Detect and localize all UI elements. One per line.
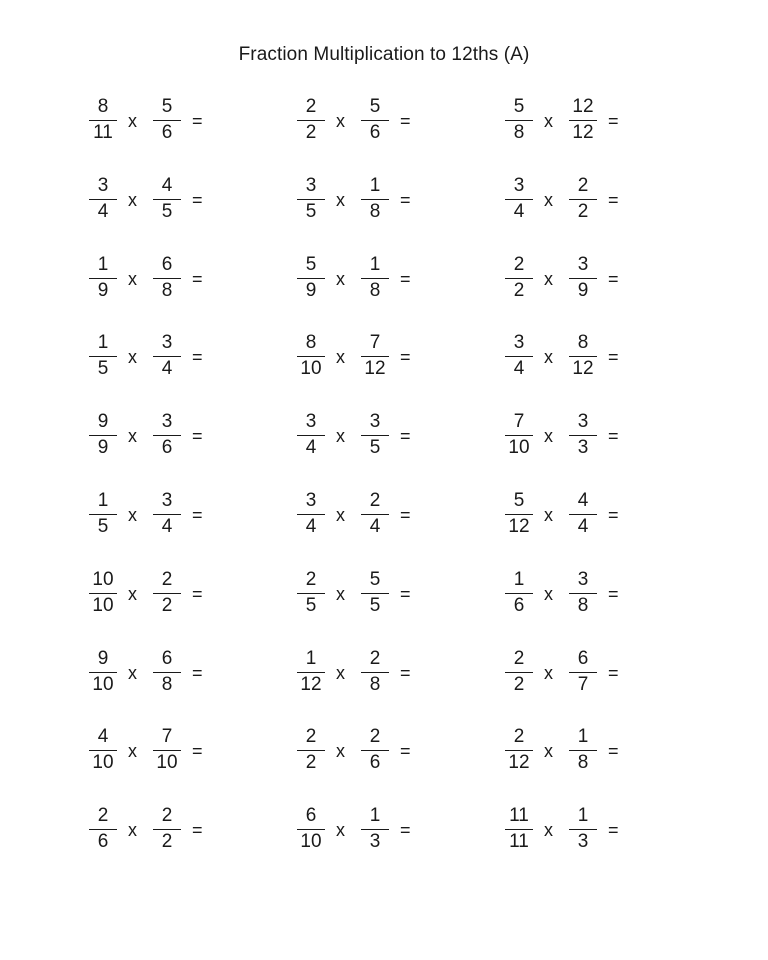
denominator: 8 — [577, 595, 589, 616]
fraction-bar — [361, 829, 389, 830]
fraction-bar — [89, 750, 117, 751]
fraction-bar — [505, 199, 533, 200]
denominator: 10 — [92, 595, 114, 616]
fraction-bar — [505, 514, 533, 515]
problem-item — [502, 570, 662, 630]
equals-sign: = — [400, 663, 411, 683]
fraction-bar — [505, 356, 533, 357]
denominator: 6 — [97, 831, 109, 852]
denominator: 6 — [161, 437, 173, 458]
equals-sign: = — [400, 269, 411, 289]
multiply-sign: x — [544, 347, 553, 367]
denominator: 2 — [161, 831, 173, 852]
equals-sign: = — [400, 190, 411, 210]
fraction-bar — [505, 278, 533, 279]
denominator: 3 — [577, 831, 589, 852]
multiply-sign: x — [336, 663, 345, 683]
multiply-sign: x — [336, 741, 345, 761]
numerator: 8 — [97, 96, 109, 117]
fraction-bar — [297, 278, 325, 279]
denominator: 12 — [508, 752, 530, 773]
denominator: 12 — [508, 516, 530, 537]
fraction-bar — [505, 120, 533, 121]
fraction-bar — [89, 672, 117, 673]
equals-sign: = — [608, 426, 619, 446]
multiply-sign: x — [128, 269, 137, 289]
fraction-bar — [361, 672, 389, 673]
multiply-sign: x — [336, 505, 345, 525]
problem-item — [502, 806, 662, 866]
numerator: 5 — [513, 96, 525, 117]
numerator: 4 — [161, 175, 173, 196]
numerator: 4 — [97, 726, 109, 747]
denominator: 4 — [305, 516, 317, 537]
problem-item — [294, 255, 454, 315]
numerator: 2 — [369, 726, 381, 747]
numerator: 3 — [577, 411, 589, 432]
numerator: 2 — [305, 726, 317, 747]
problem-item — [294, 806, 454, 866]
fraction-bar — [89, 120, 117, 121]
denominator: 4 — [161, 358, 173, 379]
fraction-bar — [297, 750, 325, 751]
problem-item — [294, 333, 454, 393]
problem-item — [502, 649, 662, 709]
multiply-sign: x — [336, 584, 345, 604]
numerator: 6 — [577, 648, 589, 669]
denominator: 11 — [93, 122, 113, 143]
fraction-bar — [569, 593, 597, 594]
problem-item — [294, 649, 454, 709]
numerator: 9 — [97, 648, 109, 669]
fraction-bar — [361, 514, 389, 515]
multiply-sign: x — [336, 347, 345, 367]
fraction-bar — [89, 278, 117, 279]
fraction-bar — [153, 435, 181, 436]
problem-item — [86, 491, 246, 551]
numerator: 5 — [305, 254, 317, 275]
multiply-sign: x — [128, 111, 137, 131]
denominator: 8 — [369, 280, 381, 301]
fraction-bar — [297, 672, 325, 673]
problem-item — [86, 255, 246, 315]
fraction-bar — [297, 593, 325, 594]
fraction-bar — [361, 356, 389, 357]
numerator: 2 — [513, 648, 525, 669]
numerator: 5 — [513, 490, 525, 511]
denominator: 8 — [161, 280, 173, 301]
multiply-sign: x — [544, 426, 553, 446]
denominator: 6 — [369, 122, 381, 143]
denominator: 8 — [369, 674, 381, 695]
multiply-sign: x — [336, 111, 345, 131]
multiply-sign: x — [336, 426, 345, 446]
fraction-bar — [153, 514, 181, 515]
denominator: 4 — [577, 516, 589, 537]
numerator: 3 — [161, 490, 173, 511]
equals-sign: = — [608, 190, 619, 210]
fraction-bar — [153, 199, 181, 200]
fraction-bar — [89, 829, 117, 830]
numerator: 4 — [577, 490, 589, 511]
fraction-bar — [89, 356, 117, 357]
denominator: 12 — [572, 358, 594, 379]
fraction-bar — [569, 750, 597, 751]
equals-sign: = — [192, 111, 203, 131]
equals-sign: = — [192, 269, 203, 289]
fraction-bar — [297, 829, 325, 830]
denominator: 2 — [161, 595, 173, 616]
fraction-bar — [505, 593, 533, 594]
numerator: 1 — [513, 569, 525, 590]
fraction-bar — [569, 514, 597, 515]
denominator: 9 — [97, 280, 109, 301]
numerator: 1 — [369, 175, 381, 196]
numerator: 5 — [369, 96, 381, 117]
numerator: 2 — [513, 726, 525, 747]
multiply-sign: x — [544, 820, 553, 840]
numerator: 2 — [161, 805, 173, 826]
fraction-bar — [153, 829, 181, 830]
denominator: 6 — [513, 595, 525, 616]
problem-item — [86, 97, 246, 157]
fraction-bar — [89, 593, 117, 594]
numerator: 3 — [513, 175, 525, 196]
denominator: 3 — [369, 831, 381, 852]
multiply-sign: x — [544, 190, 553, 210]
multiply-sign: x — [128, 584, 137, 604]
multiply-sign: x — [544, 269, 553, 289]
numerator: 2 — [369, 490, 381, 511]
denominator: 4 — [369, 516, 381, 537]
fraction-bar — [297, 514, 325, 515]
equals-sign: = — [192, 347, 203, 367]
fraction-bar — [89, 435, 117, 436]
numerator: 3 — [305, 175, 317, 196]
fraction-bar — [569, 435, 597, 436]
equals-sign: = — [400, 111, 411, 131]
numerator: 2 — [513, 254, 525, 275]
numerator: 3 — [161, 332, 173, 353]
denominator: 5 — [369, 595, 381, 616]
problem-item — [86, 806, 246, 866]
problem-item — [502, 176, 662, 236]
equals-sign: = — [192, 190, 203, 210]
numerator: 12 — [572, 96, 594, 117]
numerator: 10 — [92, 569, 114, 590]
numerator: 3 — [577, 569, 589, 590]
equals-sign: = — [608, 505, 619, 525]
problem-item — [86, 412, 246, 472]
problem-item — [294, 176, 454, 236]
problem-item — [502, 727, 662, 787]
problem-item — [294, 97, 454, 157]
problem-item — [502, 97, 662, 157]
denominator: 11 — [509, 831, 529, 852]
fraction-bar — [361, 120, 389, 121]
fraction-bar — [569, 672, 597, 673]
multiply-sign: x — [128, 347, 137, 367]
numerator: 1 — [97, 332, 109, 353]
fraction-bar — [153, 120, 181, 121]
denominator: 2 — [305, 122, 317, 143]
multiply-sign: x — [128, 426, 137, 446]
denominator: 12 — [572, 122, 594, 143]
numerator: 2 — [305, 96, 317, 117]
problem-item — [86, 570, 246, 630]
problem-item — [294, 491, 454, 551]
numerator: 7 — [369, 332, 381, 353]
equals-sign: = — [400, 347, 411, 367]
fraction-bar — [361, 199, 389, 200]
fraction-bar — [297, 199, 325, 200]
multiply-sign: x — [128, 505, 137, 525]
fraction-bar — [153, 356, 181, 357]
fraction-bar — [361, 750, 389, 751]
denominator: 2 — [513, 280, 525, 301]
denominator: 9 — [305, 280, 317, 301]
denominator: 10 — [156, 752, 178, 773]
denominator: 10 — [300, 831, 322, 852]
denominator: 10 — [92, 674, 114, 695]
equals-sign: = — [400, 741, 411, 761]
fraction-bar — [569, 278, 597, 279]
denominator: 8 — [577, 752, 589, 773]
multiply-sign: x — [336, 820, 345, 840]
denominator: 4 — [305, 437, 317, 458]
denominator: 6 — [161, 122, 173, 143]
numerator: 3 — [97, 175, 109, 196]
fraction-bar — [153, 593, 181, 594]
numerator: 2 — [369, 648, 381, 669]
fraction-bar — [569, 120, 597, 121]
denominator: 3 — [577, 437, 589, 458]
equals-sign: = — [608, 584, 619, 604]
numerator: 9 — [97, 411, 109, 432]
numerator: 3 — [161, 411, 173, 432]
problem-item — [502, 412, 662, 472]
fraction-bar — [505, 829, 533, 830]
numerator: 1 — [97, 254, 109, 275]
fraction-bar — [505, 435, 533, 436]
problem-item — [294, 727, 454, 787]
numerator: 2 — [161, 569, 173, 590]
multiply-sign: x — [128, 190, 137, 210]
numerator: 2 — [577, 175, 589, 196]
denominator: 5 — [305, 201, 317, 222]
equals-sign: = — [608, 269, 619, 289]
denominator: 5 — [161, 201, 173, 222]
denominator: 7 — [577, 674, 589, 695]
equals-sign: = — [192, 426, 203, 446]
multiply-sign: x — [128, 663, 137, 683]
fraction-bar — [505, 672, 533, 673]
fraction-bar — [153, 672, 181, 673]
numerator: 6 — [305, 805, 317, 826]
numerator: 2 — [97, 805, 109, 826]
fraction-bar — [89, 514, 117, 515]
fraction-bar — [569, 829, 597, 830]
multiply-sign: x — [544, 663, 553, 683]
equals-sign: = — [608, 347, 619, 367]
numerator: 11 — [509, 805, 529, 826]
denominator: 10 — [508, 437, 530, 458]
multiply-sign: x — [544, 584, 553, 604]
multiply-sign: x — [544, 111, 553, 131]
numerator: 8 — [577, 332, 589, 353]
denominator: 8 — [161, 674, 173, 695]
problem-item — [86, 649, 246, 709]
denominator: 12 — [364, 358, 386, 379]
equals-sign: = — [192, 584, 203, 604]
equals-sign: = — [608, 741, 619, 761]
fraction-bar — [153, 278, 181, 279]
multiply-sign: x — [128, 741, 137, 761]
problem-item — [502, 491, 662, 551]
numerator: 3 — [577, 254, 589, 275]
problem-item — [86, 333, 246, 393]
numerator: 5 — [369, 569, 381, 590]
denominator: 10 — [92, 752, 114, 773]
denominator: 5 — [97, 358, 109, 379]
fraction-bar — [153, 750, 181, 751]
equals-sign: = — [192, 663, 203, 683]
equals-sign: = — [608, 820, 619, 840]
fraction-bar — [297, 120, 325, 121]
fraction-bar — [297, 435, 325, 436]
numerator: 1 — [577, 726, 589, 747]
equals-sign: = — [400, 584, 411, 604]
equals-sign: = — [400, 426, 411, 446]
numerator: 6 — [161, 648, 173, 669]
fraction-bar — [361, 278, 389, 279]
equals-sign: = — [192, 505, 203, 525]
equals-sign: = — [192, 820, 203, 840]
denominator: 2 — [513, 674, 525, 695]
equals-sign: = — [608, 663, 619, 683]
fraction-bar — [297, 356, 325, 357]
multiply-sign: x — [544, 741, 553, 761]
problem-item — [86, 176, 246, 236]
denominator: 8 — [369, 201, 381, 222]
problem-item — [86, 727, 246, 787]
numerator: 1 — [369, 254, 381, 275]
numerator: 5 — [161, 96, 173, 117]
denominator: 9 — [577, 280, 589, 301]
fraction-bar — [569, 199, 597, 200]
numerator: 1 — [577, 805, 589, 826]
problem-item — [294, 412, 454, 472]
numerator: 1 — [369, 805, 381, 826]
numerator: 1 — [97, 490, 109, 511]
denominator: 6 — [369, 752, 381, 773]
numerator: 7 — [161, 726, 173, 747]
denominator: 2 — [305, 752, 317, 773]
denominator: 5 — [369, 437, 381, 458]
equals-sign: = — [192, 741, 203, 761]
fraction-bar — [569, 356, 597, 357]
fraction-bar — [361, 435, 389, 436]
problem-item — [502, 255, 662, 315]
fraction-bar — [89, 199, 117, 200]
equals-sign: = — [400, 505, 411, 525]
denominator: 10 — [300, 358, 322, 379]
denominator: 12 — [300, 674, 322, 695]
multiply-sign: x — [336, 269, 345, 289]
numerator: 3 — [513, 332, 525, 353]
numerator: 3 — [369, 411, 381, 432]
problem-item — [294, 570, 454, 630]
denominator: 4 — [513, 358, 525, 379]
denominator: 5 — [97, 516, 109, 537]
denominator: 4 — [161, 516, 173, 537]
worksheet-title: Fraction Multiplication to 12ths (A) — [238, 44, 530, 65]
denominator: 9 — [97, 437, 109, 458]
multiply-sign: x — [544, 505, 553, 525]
multiply-sign: x — [336, 190, 345, 210]
equals-sign: = — [400, 820, 411, 840]
numerator: 7 — [513, 411, 525, 432]
numerator: 8 — [305, 332, 317, 353]
numerator: 3 — [305, 490, 317, 511]
numerator: 6 — [161, 254, 173, 275]
problem-item — [502, 333, 662, 393]
denominator: 8 — [513, 122, 525, 143]
numerator: 2 — [305, 569, 317, 590]
numerator: 3 — [305, 411, 317, 432]
denominator: 2 — [577, 201, 589, 222]
denominator: 5 — [305, 595, 317, 616]
equals-sign: = — [608, 111, 619, 131]
denominator: 4 — [513, 201, 525, 222]
multiply-sign: x — [128, 820, 137, 840]
fraction-bar — [505, 750, 533, 751]
numerator: 1 — [305, 648, 317, 669]
fraction-bar — [361, 593, 389, 594]
denominator: 4 — [97, 201, 109, 222]
